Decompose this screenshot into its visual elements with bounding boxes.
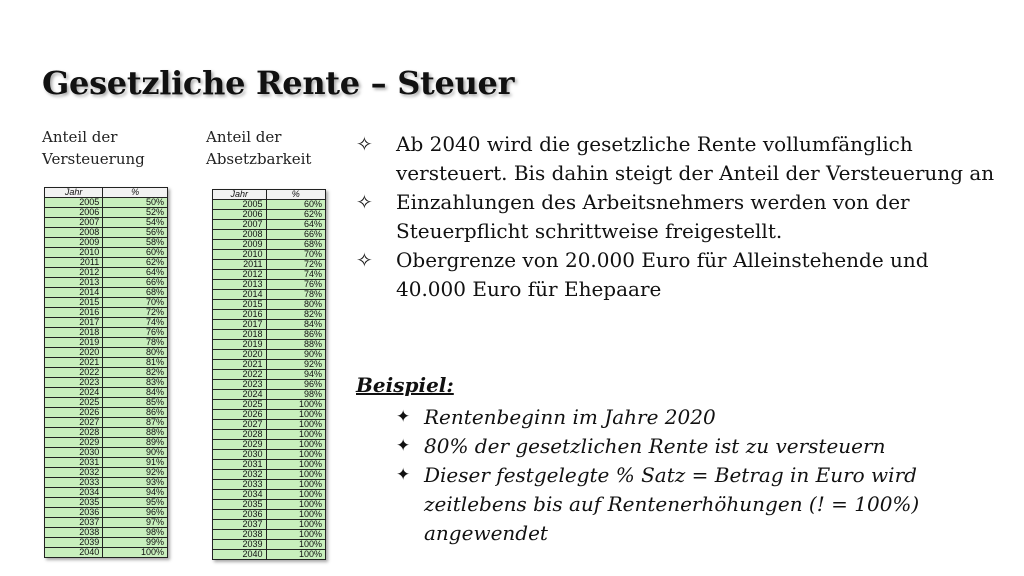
table-row xyxy=(213,370,326,380)
table-row xyxy=(45,298,168,308)
caption-versteuerung xyxy=(42,126,145,170)
table-row xyxy=(45,418,168,428)
table-row xyxy=(213,400,326,410)
table-row xyxy=(213,430,326,440)
table-row xyxy=(213,460,326,470)
percent-cell: 100% xyxy=(266,520,325,530)
year-cell: 2024 xyxy=(45,388,103,398)
bullet-item xyxy=(356,246,996,304)
table-row xyxy=(45,258,168,268)
year-cell: 2021 xyxy=(213,360,267,370)
table-row xyxy=(45,318,168,328)
table-row xyxy=(213,200,326,210)
percent-cell: 100% xyxy=(266,440,325,450)
sub-bullet-item xyxy=(396,403,996,432)
year-cell: 2023 xyxy=(213,380,267,390)
sub-bullet-text: Dieser festgelegte % Satz = Betrag in Euro wird zeitlebens bis auf Rentenerhöhungen (! = 100%) angewendet xyxy=(424,463,920,545)
table-row xyxy=(45,368,168,378)
percent-cell: 100% xyxy=(266,450,325,460)
percent-cell: 100% xyxy=(266,430,325,440)
year-cell: 2019 xyxy=(213,340,267,350)
table-row xyxy=(213,250,326,260)
table-row xyxy=(213,360,326,370)
star-filled-icon: ✦ xyxy=(396,407,411,427)
year-cell: 2036 xyxy=(213,510,267,520)
percent-cell: 100% xyxy=(266,420,325,430)
table-row xyxy=(213,350,326,360)
table-row xyxy=(213,530,326,540)
table-row xyxy=(213,380,326,390)
year-cell: 2038 xyxy=(213,530,267,540)
percent-cell: 94% xyxy=(103,488,168,498)
percent-cell: 84% xyxy=(103,388,168,398)
percent-cell: 96% xyxy=(266,380,325,390)
table-row xyxy=(213,240,326,250)
percent-cell: 88% xyxy=(103,428,168,438)
percent-cell: 95% xyxy=(103,498,168,508)
percent-cell: 82% xyxy=(266,310,325,320)
percent-cell: 74% xyxy=(103,318,168,328)
table-row xyxy=(45,488,168,498)
percent-cell: 68% xyxy=(103,288,168,298)
percent-cell: 78% xyxy=(266,290,325,300)
main-bullet-list xyxy=(356,130,996,304)
year-cell: 2016 xyxy=(213,310,267,320)
year-cell: 2010 xyxy=(45,248,103,258)
table-row xyxy=(213,210,326,220)
year-cell: 2031 xyxy=(213,460,267,470)
year-cell: 2029 xyxy=(45,438,103,448)
caption-line: Anteil der xyxy=(206,128,282,146)
table-row xyxy=(213,420,326,430)
year-cell: 2007 xyxy=(45,218,103,228)
star-filled-icon: ✦ xyxy=(396,465,411,485)
year-cell: 2010 xyxy=(213,250,267,260)
bullet-text: Einzahlungen des Arbeitsnehmers werden von der Steuerpflicht schrittweise freigestellt. xyxy=(396,190,910,243)
caption-line: Absetzbarkeit xyxy=(206,150,312,168)
table-row xyxy=(45,268,168,278)
percent-cell: 78% xyxy=(103,338,168,348)
sub-bullet-item xyxy=(396,461,996,548)
percent-cell: 100% xyxy=(266,550,325,560)
table-row xyxy=(213,500,326,510)
percent-cell: 54% xyxy=(103,218,168,228)
year-cell: 2026 xyxy=(45,408,103,418)
table-row xyxy=(45,398,168,408)
year-cell: 2035 xyxy=(45,498,103,508)
year-cell: 2020 xyxy=(213,350,267,360)
table-row xyxy=(213,390,326,400)
year-cell: 2019 xyxy=(45,338,103,348)
column-header-percent: % xyxy=(266,190,325,200)
percent-cell: 100% xyxy=(266,510,325,520)
year-cell: 2016 xyxy=(45,308,103,318)
table-row xyxy=(45,448,168,458)
year-cell: 2017 xyxy=(213,320,267,330)
table-row xyxy=(45,378,168,388)
percent-cell: 60% xyxy=(103,248,168,258)
table-row xyxy=(45,388,168,398)
year-cell: 2025 xyxy=(45,398,103,408)
percent-cell: 62% xyxy=(266,210,325,220)
year-cell: 2018 xyxy=(213,330,267,340)
percent-cell: 87% xyxy=(103,418,168,428)
table-row xyxy=(213,220,326,230)
year-cell: 2009 xyxy=(213,240,267,250)
table-row xyxy=(45,288,168,298)
percent-cell: 60% xyxy=(266,200,325,210)
table-row xyxy=(45,438,168,448)
percent-cell: 97% xyxy=(103,518,168,528)
table-row xyxy=(45,238,168,248)
table-row xyxy=(213,310,326,320)
percent-cell: 80% xyxy=(103,348,168,358)
caption-absetzbarkeit xyxy=(206,126,311,170)
table-row xyxy=(45,358,168,368)
percent-cell: 72% xyxy=(103,308,168,318)
year-cell: 2028 xyxy=(45,428,103,438)
percent-cell: 86% xyxy=(266,330,325,340)
year-cell: 2028 xyxy=(213,430,267,440)
example-heading: Beispiel: xyxy=(356,373,454,397)
table-row xyxy=(45,198,168,208)
year-cell: 2015 xyxy=(45,298,103,308)
table-row xyxy=(45,548,168,558)
percent-cell: 94% xyxy=(266,370,325,380)
percent-cell: 52% xyxy=(103,208,168,218)
year-cell: 2014 xyxy=(213,290,267,300)
star-outline-icon: ✧ xyxy=(356,132,373,156)
percent-cell: 86% xyxy=(103,408,168,418)
year-cell: 2011 xyxy=(45,258,103,268)
table-row xyxy=(45,408,168,418)
table-row xyxy=(213,510,326,520)
example-bullet-list xyxy=(396,403,996,548)
percent-cell: 83% xyxy=(103,378,168,388)
percent-cell: 68% xyxy=(266,240,325,250)
table-row xyxy=(45,428,168,438)
year-cell: 2006 xyxy=(45,208,103,218)
year-cell: 2027 xyxy=(45,418,103,428)
slide-title: Gesetzliche Rente – Steuer xyxy=(42,64,515,102)
column-header-jahr: Jahr xyxy=(45,188,103,198)
percent-cell: 66% xyxy=(266,230,325,240)
caption-line: Anteil der xyxy=(42,128,118,146)
table-row xyxy=(45,498,168,508)
percent-cell: 58% xyxy=(103,238,168,248)
year-cell: 2006 xyxy=(213,210,267,220)
percent-cell: 81% xyxy=(103,358,168,368)
year-cell: 2009 xyxy=(45,238,103,248)
percent-cell: 99% xyxy=(103,538,168,548)
percent-cell: 100% xyxy=(266,410,325,420)
table-row xyxy=(45,228,168,238)
star-filled-icon: ✦ xyxy=(396,436,411,456)
percent-cell: 98% xyxy=(266,390,325,400)
year-cell: 2013 xyxy=(213,280,267,290)
bullet-text: Obergrenze von 20.000 Euro für Alleinstehende und 40.000 Euro für Ehepaare xyxy=(396,248,929,301)
year-cell: 2022 xyxy=(45,368,103,378)
year-cell: 2008 xyxy=(45,228,103,238)
year-cell: 2023 xyxy=(45,378,103,388)
year-cell: 2021 xyxy=(45,358,103,368)
table-row xyxy=(213,480,326,490)
percent-cell: 80% xyxy=(266,300,325,310)
table-row xyxy=(45,338,168,348)
table-row xyxy=(213,230,326,240)
table-row xyxy=(45,538,168,548)
table-row xyxy=(213,280,326,290)
year-cell: 2026 xyxy=(213,410,267,420)
table-row xyxy=(213,540,326,550)
table-row xyxy=(45,278,168,288)
absetzbarkeit-table xyxy=(212,189,326,560)
year-cell: 2036 xyxy=(45,508,103,518)
table-row xyxy=(45,308,168,318)
column-header-jahr: Jahr xyxy=(213,190,267,200)
star-outline-icon: ✧ xyxy=(356,190,373,214)
year-cell: 2030 xyxy=(45,448,103,458)
table-row xyxy=(45,478,168,488)
table-row xyxy=(45,218,168,228)
table-row xyxy=(213,340,326,350)
sub-bullet-text: Rentenbeginn im Jahre 2020 xyxy=(424,405,716,429)
table-row xyxy=(45,458,168,468)
year-cell: 2017 xyxy=(45,318,103,328)
versteuerung-table xyxy=(44,187,168,558)
table-row xyxy=(45,328,168,338)
percent-cell: 50% xyxy=(103,198,168,208)
percent-cell: 66% xyxy=(103,278,168,288)
percent-cell: 64% xyxy=(103,268,168,278)
percent-cell: 92% xyxy=(266,360,325,370)
year-cell: 2030 xyxy=(213,450,267,460)
percent-cell: 100% xyxy=(266,480,325,490)
percent-cell: 72% xyxy=(266,260,325,270)
year-cell: 2035 xyxy=(213,500,267,510)
table-row xyxy=(45,518,168,528)
percent-cell: 62% xyxy=(103,258,168,268)
percent-cell: 91% xyxy=(103,458,168,468)
year-cell: 2031 xyxy=(45,458,103,468)
table-row xyxy=(213,290,326,300)
year-cell: 2040 xyxy=(45,548,103,558)
year-cell: 2037 xyxy=(45,518,103,528)
year-cell: 2012 xyxy=(45,268,103,278)
year-cell: 2022 xyxy=(213,370,267,380)
sub-bullet-text: 80% der gesetzlichen Rente ist zu versteuern xyxy=(424,434,886,458)
sub-bullet-item xyxy=(396,432,996,461)
percent-cell: 56% xyxy=(103,228,168,238)
table-row xyxy=(213,320,326,330)
table-row xyxy=(213,450,326,460)
table-row xyxy=(213,440,326,450)
year-cell: 2024 xyxy=(213,390,267,400)
percent-cell: 89% xyxy=(103,438,168,448)
percent-cell: 100% xyxy=(266,500,325,510)
percent-cell: 93% xyxy=(103,478,168,488)
year-cell: 2037 xyxy=(213,520,267,530)
percent-cell: 84% xyxy=(266,320,325,330)
percent-cell: 100% xyxy=(266,540,325,550)
year-cell: 2029 xyxy=(213,440,267,450)
year-cell: 2032 xyxy=(45,468,103,478)
year-cell: 2040 xyxy=(213,550,267,560)
year-cell: 2020 xyxy=(45,348,103,358)
percent-cell: 82% xyxy=(103,368,168,378)
percent-cell: 96% xyxy=(103,508,168,518)
table-row xyxy=(213,330,326,340)
year-cell: 2039 xyxy=(213,540,267,550)
table-row xyxy=(213,490,326,500)
table-row xyxy=(213,300,326,310)
percent-cell: 76% xyxy=(103,328,168,338)
bullet-item xyxy=(356,130,996,188)
percent-cell: 100% xyxy=(266,530,325,540)
table-row xyxy=(213,270,326,280)
percent-cell: 70% xyxy=(266,250,325,260)
year-cell: 2025 xyxy=(213,400,267,410)
percent-cell: 88% xyxy=(266,340,325,350)
percent-cell: 100% xyxy=(103,548,168,558)
star-outline-icon: ✧ xyxy=(356,248,373,272)
percent-cell: 70% xyxy=(103,298,168,308)
percent-cell: 85% xyxy=(103,398,168,408)
table-row xyxy=(213,260,326,270)
year-cell: 2033 xyxy=(213,480,267,490)
caption-line: Versteuerung xyxy=(42,150,145,168)
year-cell: 2034 xyxy=(45,488,103,498)
year-cell: 2012 xyxy=(213,270,267,280)
year-cell: 2007 xyxy=(213,220,267,230)
percent-cell: 100% xyxy=(266,470,325,480)
percent-cell: 92% xyxy=(103,468,168,478)
year-cell: 2018 xyxy=(45,328,103,338)
table-row xyxy=(45,528,168,538)
year-cell: 2005 xyxy=(213,200,267,210)
percent-cell: 64% xyxy=(266,220,325,230)
table-row xyxy=(213,410,326,420)
year-cell: 2008 xyxy=(213,230,267,240)
percent-cell: 74% xyxy=(266,270,325,280)
year-cell: 2032 xyxy=(213,470,267,480)
table-row xyxy=(45,508,168,518)
percent-cell: 98% xyxy=(103,528,168,538)
year-cell: 2034 xyxy=(213,490,267,500)
year-cell: 2011 xyxy=(213,260,267,270)
year-cell: 2013 xyxy=(45,278,103,288)
percent-cell: 76% xyxy=(266,280,325,290)
year-cell: 2005 xyxy=(45,198,103,208)
table-row xyxy=(45,208,168,218)
bullet-item xyxy=(356,188,996,246)
bullet-text: Ab 2040 wird die gesetzliche Rente vollumfänglich versteuert. Bis dahin steigt der Anteil der Versteuerung an xyxy=(396,132,995,185)
table-row xyxy=(213,520,326,530)
year-cell: 2027 xyxy=(213,420,267,430)
year-cell: 2033 xyxy=(45,478,103,488)
percent-cell: 100% xyxy=(266,400,325,410)
table-row xyxy=(213,550,326,560)
year-cell: 2038 xyxy=(45,528,103,538)
table-row xyxy=(45,468,168,478)
year-cell: 2039 xyxy=(45,538,103,548)
percent-cell: 90% xyxy=(103,448,168,458)
table-row xyxy=(213,470,326,480)
column-header-percent: % xyxy=(103,188,168,198)
year-cell: 2015 xyxy=(213,300,267,310)
percent-cell: 90% xyxy=(266,350,325,360)
table-row xyxy=(45,248,168,258)
year-cell: 2014 xyxy=(45,288,103,298)
percent-cell: 100% xyxy=(266,490,325,500)
percent-cell: 100% xyxy=(266,460,325,470)
table-row xyxy=(45,348,168,358)
